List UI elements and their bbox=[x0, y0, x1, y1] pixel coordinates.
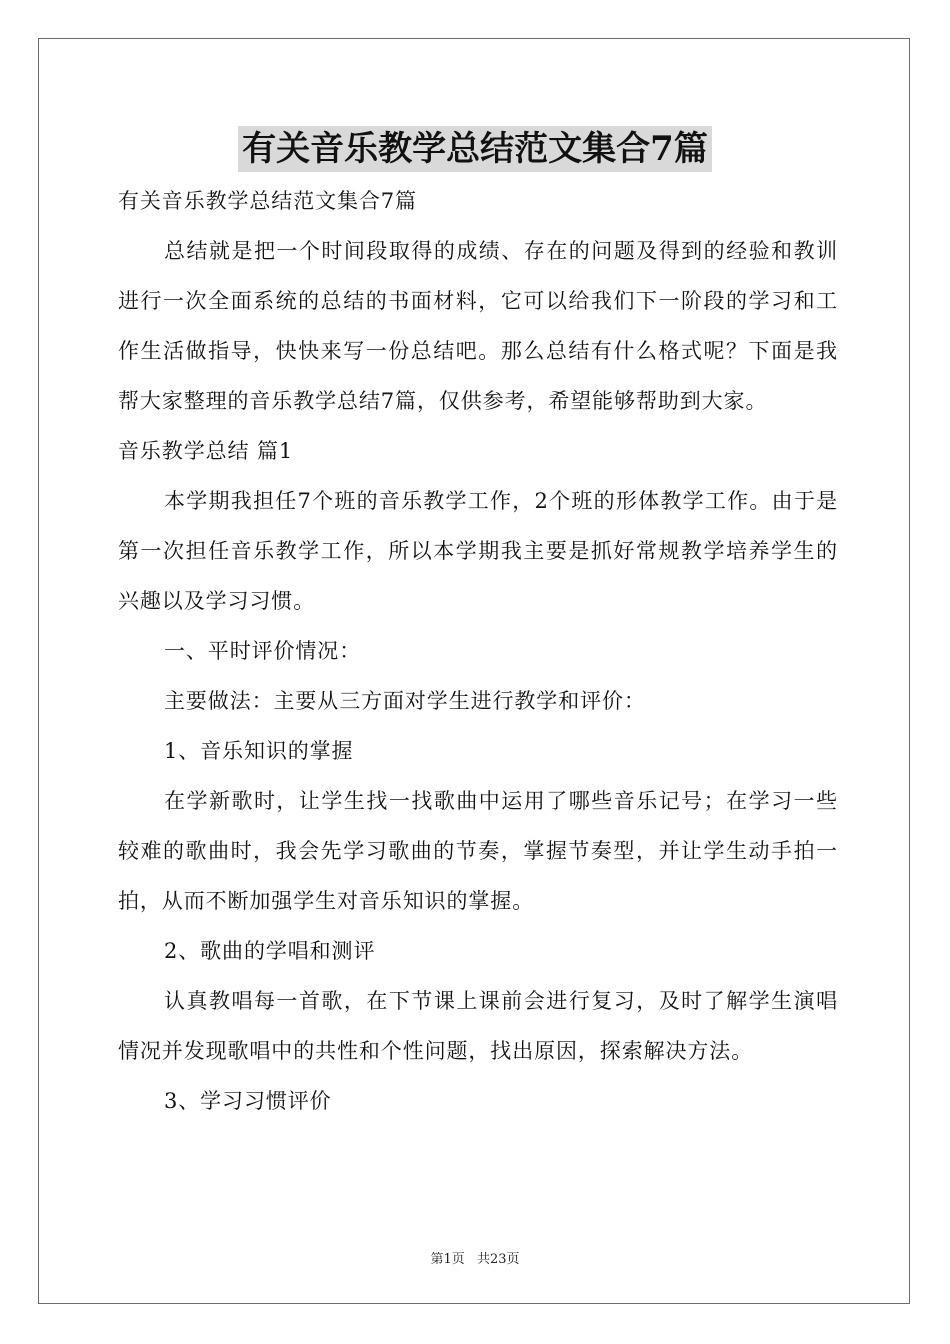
page-footer bbox=[0, 1248, 950, 1267]
intro-paragraph: 总结就是把一个时间段取得的成绩、存在的问题及得到的经验和教训进行一次全面系统的总结的书面材料，它可以给我们下一阶段的学习和工作生活做指导，快快来写一份总结吧。那么总结有什么格式呢？下面是我帮大家整理的音乐教学总结7篇，仅供参考，希望能够帮助到大家。 bbox=[118, 239, 838, 413]
page-number: 第1页 bbox=[430, 1252, 465, 1267]
document-body bbox=[118, 176, 838, 1126]
document-subtitle: 有关音乐教学总结范文集合7篇 bbox=[118, 189, 417, 213]
section1-paragraph: 本学期我担任7个班的音乐教学工作，2个班的形体教学工作。由于是第一次担任音乐教学工作，所以本学期我主要是抓好常规教学培养学生的兴趣以及学习习惯。 bbox=[118, 489, 838, 613]
page-total: 共23页 bbox=[476, 1252, 520, 1267]
item2-paragraph: 认真教唱每一首歌，在下节课上课前会进行复习，及时了解学生演唱情况并发现歌唱中的共性和个性问题，找出原因，探索解决方法。 bbox=[118, 989, 838, 1063]
item1-paragraph: 在学新歌时，让学生找一找歌曲中运用了哪些音乐记号；在学习一些较难的歌曲时，我会先学习歌曲的节奏，掌握节奏型，并让学生动手拍一拍，从而不断加强学生对音乐知识的掌握。 bbox=[118, 789, 838, 913]
document-title: 有关音乐教学总结范文集合7篇 bbox=[238, 126, 712, 172]
subheading-evaluation: 一、平时评价情况： bbox=[164, 639, 362, 663]
title-container bbox=[0, 126, 950, 172]
item3-heading: 3、学习习惯评价 bbox=[164, 1089, 332, 1113]
item2-heading: 2、歌曲的学唱和测评 bbox=[164, 939, 376, 963]
method-line: 主要做法：主要从三方面对学生进行教学和评价： bbox=[164, 689, 646, 713]
section-heading: 音乐教学总结 篇1 bbox=[118, 439, 294, 463]
item1-heading: 1、音乐知识的掌握 bbox=[164, 739, 354, 763]
